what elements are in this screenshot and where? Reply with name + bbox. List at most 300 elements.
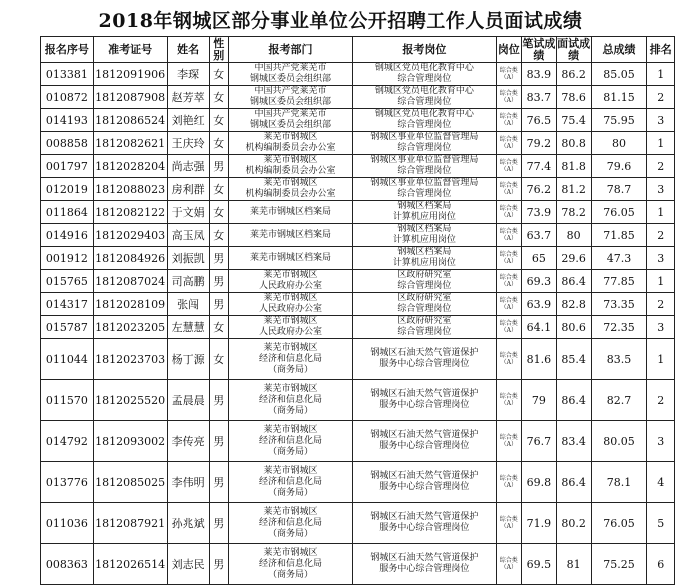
cell-seq: 015765	[41, 270, 94, 293]
cell-total: 72.35	[591, 316, 647, 339]
dept-line: 莱芜市钢城区	[263, 506, 318, 517]
cell-seq: 010872	[41, 86, 94, 109]
cell-seq: 014792	[41, 421, 94, 462]
dept-line: 莱芜市钢城区	[263, 383, 318, 394]
page-title: 2018年钢城区部分事业单位公开招聘工作人员面试成绩	[98, 10, 583, 32]
dept-line: 中国共产党莱芜市	[254, 63, 327, 73]
cell-rank: 2	[647, 86, 675, 109]
dept-line: 莱芜市钢城区	[263, 132, 318, 142]
pos-line: （A）	[500, 143, 517, 150]
pos-line: 综合类	[499, 205, 518, 212]
dept-line: 莱芜市钢城区	[263, 465, 318, 476]
cell-written: 69.3	[521, 270, 556, 293]
dept-line: 钢城区委员会组织部	[249, 97, 331, 107]
cell-name: 杨丁源	[167, 339, 209, 380]
cell-written: 69.8	[521, 462, 556, 503]
header-rank: 排名	[647, 37, 675, 63]
dept-line: （商务局）	[267, 405, 313, 416]
cell-total: 85.05	[591, 63, 647, 86]
post-line: 服务中心综合管理岗位	[379, 359, 470, 369]
cell-written: 83.7	[521, 86, 556, 109]
cell-total: 73.35	[591, 293, 647, 316]
cell-gender: 男	[209, 380, 228, 421]
cell-ticket: 1812087024	[93, 270, 167, 293]
post-line: 钢城区石油天然气管道保护	[370, 430, 479, 440]
post-line: 区政府研究室	[397, 316, 452, 326]
post-line: 钢城区事业单位监督管理局	[370, 132, 479, 142]
cell-ticket: 1812085025	[93, 462, 167, 503]
cell-total: 77.85	[591, 270, 647, 293]
cell-seq: 014317	[41, 293, 94, 316]
post-line: 计算机应用岗位	[392, 258, 456, 268]
cell-total: 76.05	[591, 201, 647, 224]
post-line: 钢城区石油天然气管道保护	[370, 553, 479, 563]
cell-interview: 80.8	[556, 132, 591, 155]
cell-written: 83.9	[521, 63, 556, 86]
post-line: 钢城区党员电化教育中心	[374, 63, 474, 73]
post-line: 钢城区档案局	[397, 224, 452, 234]
header-interview: 面试成绩	[557, 36, 591, 62]
cell-total: 71.85	[591, 224, 647, 247]
pos-line: （A）	[500, 400, 517, 407]
post-line: 钢城区党员电化教育中心	[374, 86, 474, 96]
pos-line: 综合类	[499, 274, 518, 281]
cell-gender: 男	[209, 462, 228, 503]
post-line: 计算机应用岗位	[392, 235, 456, 245]
cell-written: 69.5	[521, 544, 556, 585]
table-row	[41, 155, 675, 178]
cell-written: 64.1	[521, 316, 556, 339]
cell-name: 刘志民	[167, 544, 209, 585]
cell-rank: 1	[647, 270, 675, 293]
post-line: 计算机应用岗位	[392, 212, 456, 222]
cell-interview: 78.2	[556, 201, 591, 224]
pos-line: （A）	[500, 281, 517, 288]
pos-line: （A）	[500, 564, 517, 571]
cell-interview: 86.4	[556, 462, 591, 503]
pos-line: （A）	[500, 166, 517, 173]
dept-line: 中国共产党莱芜市	[254, 86, 327, 96]
cell-rank: 1	[647, 132, 675, 155]
post-line: 综合管理岗位	[397, 189, 452, 199]
pos-line: 综合类	[499, 393, 518, 400]
table-row	[41, 380, 675, 421]
cell-seq: 013776	[41, 462, 94, 503]
pos-line: 综合类	[499, 516, 518, 523]
cell-rank: 3	[647, 421, 675, 462]
cell-rank: 1	[647, 63, 675, 86]
post-line: 钢城区石油天然气管道保护	[370, 389, 479, 399]
cell-name: 刘振凯	[167, 247, 209, 270]
cell-post	[353, 155, 496, 178]
cell-rank: 3	[647, 247, 675, 270]
pos-line: 综合类	[499, 475, 518, 482]
cell-post	[353, 178, 496, 201]
cell-pos	[496, 109, 521, 132]
cell-written: 81.6	[521, 339, 556, 380]
cell-gender: 女	[209, 132, 228, 155]
cell-ticket: 1812088023	[93, 178, 167, 201]
cell-ticket: 1812082621	[93, 132, 167, 155]
cell-interview: 86.4	[556, 270, 591, 293]
cell-interview: 80.2	[556, 503, 591, 544]
table-row	[41, 293, 675, 316]
cell-total: 79.6	[591, 155, 647, 178]
cell-seq: 008858	[41, 132, 94, 155]
cell-dept	[228, 544, 352, 585]
cell-post	[353, 247, 496, 270]
header-total: 总成绩	[591, 37, 647, 63]
cell-rank: 2	[647, 155, 675, 178]
cell-ticket: 1812023703	[93, 339, 167, 380]
dept-line: 莱芜市钢城区	[263, 155, 318, 165]
cell-pos	[496, 247, 521, 270]
post-line: 钢城区石油天然气管道保护	[370, 512, 479, 522]
cell-seq: 011036	[41, 503, 94, 544]
dept-line: 莱芜市钢城区	[263, 178, 318, 188]
dept-line: 经济和信息化局	[258, 476, 322, 487]
pos-line: （A）	[500, 258, 517, 265]
cell-dept	[228, 86, 352, 109]
cell-pos	[496, 63, 521, 86]
cell-name: 李伟明	[167, 462, 209, 503]
cell-total: 78.1	[591, 462, 647, 503]
cell-name: 左慧慧	[167, 316, 209, 339]
pos-line: 综合类	[499, 90, 518, 97]
pos-line: 综合类	[499, 320, 518, 327]
cell-interview: 85.4	[556, 339, 591, 380]
header-post: 报考岗位	[353, 37, 496, 63]
cell-written: 79.2	[521, 132, 556, 155]
post-line: 综合管理岗位	[397, 304, 452, 314]
cell-rank: 1	[647, 201, 675, 224]
dept-line: 莱芜市钢城区档案局	[249, 206, 331, 217]
cell-gender: 男	[209, 293, 228, 316]
cell-name: 尚志强	[167, 155, 209, 178]
dept-line: 钢城区委员会组织部	[249, 120, 331, 130]
cell-seq: 014916	[41, 224, 94, 247]
cell-written: 65	[521, 247, 556, 270]
cell-post	[353, 380, 496, 421]
cell-total: 47.3	[591, 247, 647, 270]
cell-ticket: 1812026514	[93, 544, 167, 585]
pos-line: 综合类	[499, 182, 518, 189]
table-row	[41, 421, 675, 462]
cell-dept	[228, 155, 352, 178]
cell-total: 75.95	[591, 109, 647, 132]
cell-written: 79	[521, 380, 556, 421]
cell-gender: 男	[209, 247, 228, 270]
cell-seq: 008363	[41, 544, 94, 585]
cell-rank: 1	[647, 339, 675, 380]
cell-ticket: 1812084926	[93, 247, 167, 270]
pos-line: （A）	[500, 327, 517, 334]
post-line: 钢城区档案局	[397, 247, 452, 257]
cell-pos	[496, 270, 521, 293]
pos-line: 综合类	[499, 228, 518, 235]
pos-line: 综合类	[499, 113, 518, 120]
cell-written: 77.4	[521, 155, 556, 178]
cell-ticket: 1812025520	[93, 380, 167, 421]
cell-total: 80.05	[591, 421, 647, 462]
cell-rank: 3	[647, 109, 675, 132]
cell-gender: 男	[209, 503, 228, 544]
pos-line: 综合类	[499, 557, 518, 564]
cell-written: 71.9	[521, 503, 556, 544]
header-ticket: 准考证号	[93, 37, 167, 63]
cell-ticket: 1812028109	[93, 293, 167, 316]
dept-line: 莱芜市钢城区	[263, 316, 318, 326]
dept-line: 经济和信息化局	[258, 435, 322, 446]
cell-pos	[496, 544, 521, 585]
table-row	[41, 462, 675, 503]
cell-rank: 4	[647, 462, 675, 503]
cell-rank: 2	[647, 224, 675, 247]
table-row	[41, 339, 675, 380]
cell-pos	[496, 155, 521, 178]
table-row	[41, 224, 675, 247]
cell-name: 于文娟	[167, 201, 209, 224]
cell-ticket: 1812023205	[93, 316, 167, 339]
cell-ticket: 1812087921	[93, 503, 167, 544]
pos-line: （A）	[500, 235, 517, 242]
cell-name: 房利群	[167, 178, 209, 201]
cell-pos	[496, 421, 521, 462]
cell-gender: 女	[209, 109, 228, 132]
dept-line: 莱芜市钢城区	[263, 547, 318, 558]
post-line: 综合管理岗位	[397, 97, 452, 107]
cell-pos	[496, 503, 521, 544]
post-line: 钢城区事业单位监督管理局	[370, 178, 479, 188]
post-line: 区政府研究室	[397, 270, 452, 280]
pos-line: 综合类	[499, 352, 518, 359]
header-written: 笔试成绩	[522, 36, 556, 62]
dept-line: 机构编制委员会办公室	[245, 189, 336, 199]
pos-line: 综合类	[499, 136, 518, 143]
post-line: 服务中心综合管理岗位	[379, 400, 470, 410]
cell-name: 高玉凤	[167, 224, 209, 247]
cell-interview: 75.4	[556, 109, 591, 132]
cell-ticket: 1812086524	[93, 109, 167, 132]
cell-pos	[496, 201, 521, 224]
pos-line: （A）	[500, 120, 517, 127]
results-table	[40, 36, 675, 585]
cell-post	[353, 503, 496, 544]
dept-line: 经济和信息化局	[258, 558, 322, 569]
cell-total: 75.25	[591, 544, 647, 585]
cell-seq: 011864	[41, 201, 94, 224]
table-row	[41, 178, 675, 201]
cell-gender: 女	[209, 178, 228, 201]
pos-line: （A）	[500, 359, 517, 366]
pos-line: 综合类	[499, 159, 518, 166]
pos-line: （A）	[500, 441, 517, 448]
cell-gender: 男	[209, 421, 228, 462]
cell-ticket: 1812091906	[93, 63, 167, 86]
cell-post	[353, 63, 496, 86]
cell-dept	[228, 63, 352, 86]
pos-line: 综合类	[499, 434, 518, 441]
cell-rank: 2	[647, 380, 675, 421]
cell-interview: 86.2	[556, 63, 591, 86]
cell-name: 王庆玲	[167, 132, 209, 155]
cell-seq: 001912	[41, 247, 94, 270]
cell-rank: 6	[647, 544, 675, 585]
dept-line: 经济和信息化局	[258, 517, 322, 528]
dept-line: 中国共产党莱芜市	[254, 109, 327, 119]
pos-line: （A）	[500, 212, 517, 219]
dept-line: 机构编制委员会办公室	[245, 143, 336, 153]
cell-gender: 女	[209, 63, 228, 86]
pos-line: 综合类	[499, 297, 518, 304]
cell-post	[353, 316, 496, 339]
cell-gender: 女	[209, 224, 228, 247]
dept-line: 经济和信息化局	[258, 353, 322, 364]
cell-written: 63.7	[521, 224, 556, 247]
cell-pos	[496, 178, 521, 201]
cell-written: 63.9	[521, 293, 556, 316]
table-row	[41, 316, 675, 339]
cell-name: 张闯	[167, 293, 209, 316]
header-gender: 性别	[209, 37, 228, 63]
cell-dept	[228, 293, 352, 316]
cell-total: 81.15	[591, 86, 647, 109]
cell-seq: 012019	[41, 178, 94, 201]
cell-gender: 男	[209, 270, 228, 293]
dept-line: 莱芜市钢城区	[263, 342, 318, 353]
cell-pos	[496, 380, 521, 421]
post-line: 综合管理岗位	[397, 281, 452, 291]
cell-rank: 2	[647, 293, 675, 316]
post-line: 服务中心综合管理岗位	[379, 523, 470, 533]
cell-dept	[228, 224, 352, 247]
cell-name: 司高鹏	[167, 270, 209, 293]
dept-line: 经济和信息化局	[258, 394, 322, 405]
cell-post	[353, 421, 496, 462]
cell-gender: 男	[209, 544, 228, 585]
pos-line: （A）	[500, 74, 517, 81]
cell-dept	[228, 247, 352, 270]
post-line: 区政府研究室	[397, 293, 452, 303]
header-seq: 报名序号	[41, 37, 94, 63]
table-row	[41, 544, 675, 585]
cell-rank: 3	[647, 178, 675, 201]
cell-ticket: 1812093002	[93, 421, 167, 462]
cell-total: 80	[591, 132, 647, 155]
cell-written: 76.2	[521, 178, 556, 201]
cell-dept	[228, 503, 352, 544]
cell-interview: 82.8	[556, 293, 591, 316]
cell-post	[353, 544, 496, 585]
cell-name: 李传亮	[167, 421, 209, 462]
cell-interview: 81	[556, 544, 591, 585]
table-row	[41, 63, 675, 86]
cell-post	[353, 293, 496, 316]
cell-seq: 015787	[41, 316, 94, 339]
cell-name: 孟晨晨	[167, 380, 209, 421]
dept-line: （商务局）	[267, 364, 313, 375]
pos-line: （A）	[500, 189, 517, 196]
cell-dept	[228, 462, 352, 503]
dept-line: 莱芜市钢城区	[263, 293, 318, 303]
cell-written: 73.9	[521, 201, 556, 224]
cell-dept	[228, 316, 352, 339]
cell-seq: 001797	[41, 155, 94, 178]
cell-post	[353, 462, 496, 503]
cell-name: 孙兆斌	[167, 503, 209, 544]
post-line: 综合管理岗位	[397, 143, 452, 153]
cell-name: 刘艳红	[167, 109, 209, 132]
cell-seq: 011570	[41, 380, 94, 421]
cell-rank: 3	[647, 316, 675, 339]
pos-line: 综合类	[499, 67, 518, 74]
cell-interview: 80	[556, 224, 591, 247]
header-pos: 岗位	[496, 37, 521, 63]
dept-line: 莱芜市钢城区档案局	[249, 252, 331, 263]
cell-seq: 014193	[41, 109, 94, 132]
post-line: 钢城区事业单位监督管理局	[370, 155, 479, 165]
cell-seq: 013381	[41, 63, 94, 86]
post-line: 综合管理岗位	[397, 327, 452, 337]
cell-dept	[228, 339, 352, 380]
cell-gender: 女	[209, 316, 228, 339]
cell-name: 赵芳萃	[167, 86, 209, 109]
cell-seq: 011044	[41, 339, 94, 380]
cell-dept	[228, 201, 352, 224]
post-line: 综合管理岗位	[397, 120, 452, 130]
cell-written: 76.7	[521, 421, 556, 462]
cell-interview: 80.6	[556, 316, 591, 339]
dept-line: （商务局）	[267, 569, 313, 580]
post-line: 钢城区党员电化教育中心	[374, 109, 474, 119]
cell-pos	[496, 316, 521, 339]
cell-gender: 女	[209, 201, 228, 224]
pos-line: （A）	[500, 482, 517, 489]
cell-dept	[228, 380, 352, 421]
cell-post	[353, 132, 496, 155]
cell-post	[353, 201, 496, 224]
cell-pos	[496, 132, 521, 155]
pos-line: 综合类	[499, 251, 518, 258]
dept-line: 莱芜市钢城区档案局	[249, 229, 331, 240]
cell-pos	[496, 86, 521, 109]
cell-total: 82.7	[591, 380, 647, 421]
cell-pos	[496, 224, 521, 247]
cell-dept	[228, 178, 352, 201]
cell-interview: 81.2	[556, 178, 591, 201]
cell-ticket: 1812029403	[93, 224, 167, 247]
pos-line: （A）	[500, 97, 517, 104]
cell-interview: 83.4	[556, 421, 591, 462]
header-row	[41, 37, 675, 63]
dept-line: 莱芜市钢城区	[263, 270, 318, 280]
dept-line: 人民政府办公室	[258, 281, 322, 291]
cell-pos	[496, 293, 521, 316]
dept-line: 人民政府办公室	[258, 304, 322, 314]
table-row	[41, 503, 675, 544]
post-line: 钢城区石油天然气管道保护	[370, 471, 479, 481]
cell-dept	[228, 421, 352, 462]
dept-line: （商务局）	[267, 487, 313, 498]
post-line: 服务中心综合管理岗位	[379, 441, 470, 451]
cell-interview: 78.6	[556, 86, 591, 109]
post-line: 钢城区档案局	[397, 201, 452, 211]
cell-gender: 男	[209, 155, 228, 178]
cell-dept	[228, 109, 352, 132]
dept-line: 机构编制委员会办公室	[245, 166, 336, 176]
cell-rank: 5	[647, 503, 675, 544]
cell-total: 76.05	[591, 503, 647, 544]
